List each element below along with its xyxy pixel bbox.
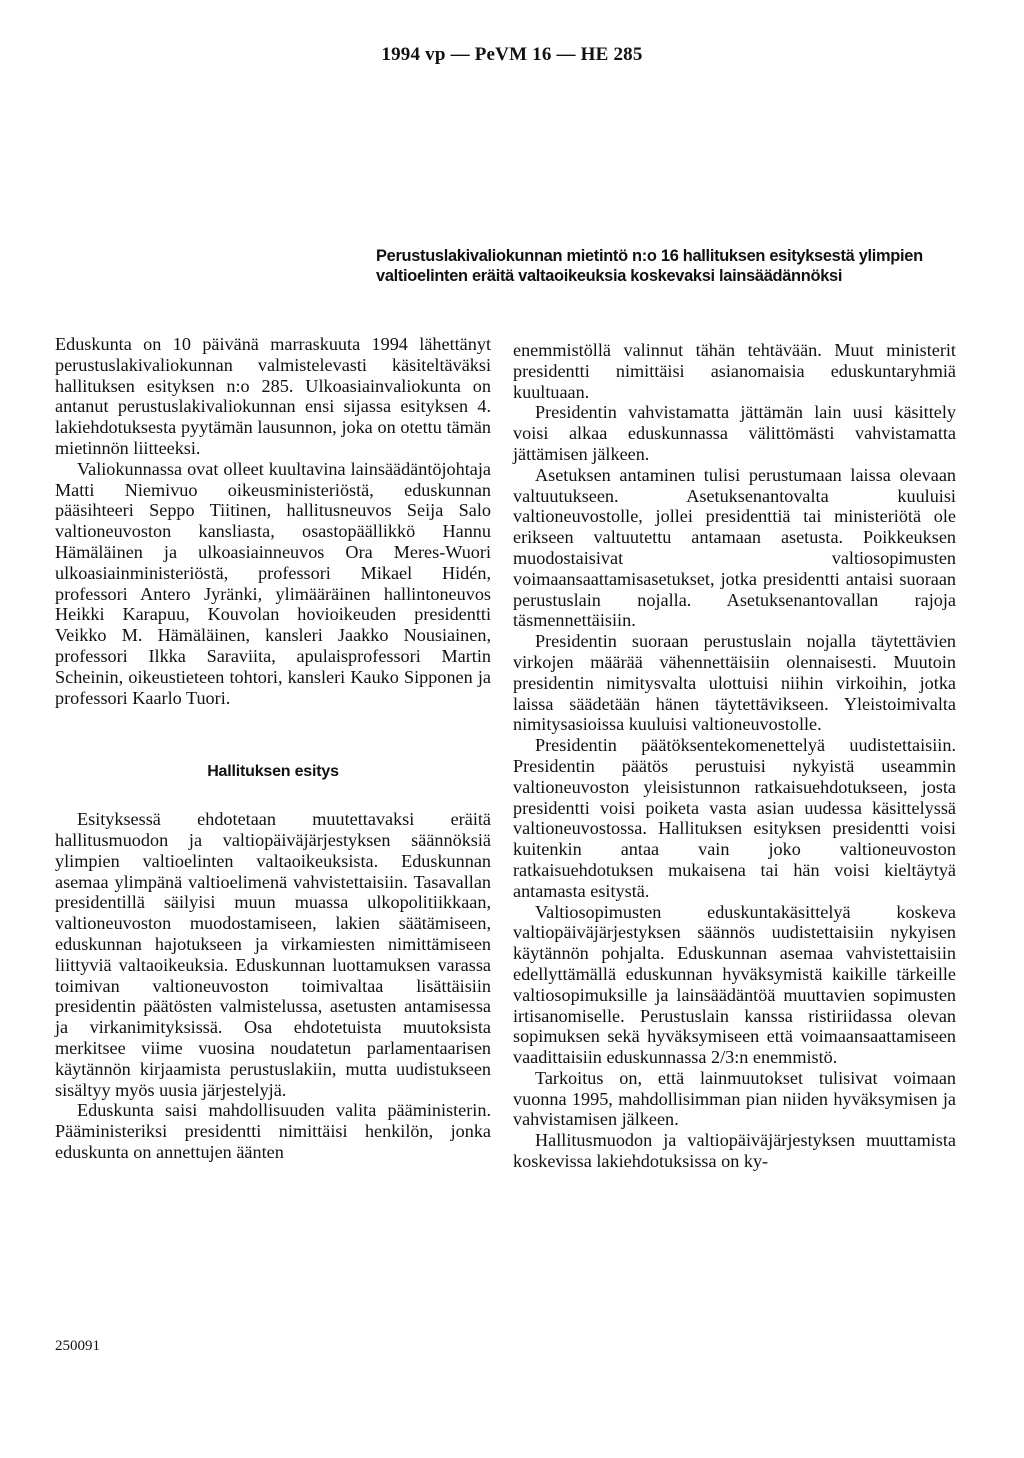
page-code: 250091: [55, 1338, 100, 1354]
continued-paragraph: enemmistöllä valinnut tähän tehtävään. Muut ministerit presidentti nimittäisi asianomaisia eduskuntaryhmiä kuultuaan.: [513, 340, 956, 402]
appointments-paragraph: Presidentin suoraan perustuslain nojalla täytettävien virkojen määrää vähennettäisiin olennaisesti. Muutoin presidentin nimitysvalta ulottuisi niihin virkoihin, jotka laissa säädetään hänen täytettävikseen. Yleistoimivalta nimitysasioissa kuuluisi valtioneuvostolle.: [513, 631, 956, 735]
intro-paragraph: Eduskunta on 10 päivänä marraskuuta 1994 lähettänyt perustuslakivaliokunnan valmistelevasti käsiteltäväksi hallituksen esityksen n:o 285. Ulkoasiainvaliokunta on antanut perustuslakivaliokunnan ensi sijassa esityksen 4. lakiehdotuksesta pyytämän lausunnon, joka on otettu tämän mietinnön liitteeksi.: [55, 334, 491, 458]
section-heading: Hallituksen esitys: [207, 763, 339, 781]
document-title: Perustuslakivaliokunnan mietintö n:o 16 hallituksen esityksestä ylimpien valtioelinten eräitä valtaoikeuksia koskevaksi lainsäädännöksi: [376, 247, 923, 285]
running-header: 1994 vp — PeVM 16 — HE 285: [381, 44, 643, 65]
decision-procedure-paragraph: Presidentin päätöksentekomenettelyä uudistettaisiin. Presidentin päätös perustuisi nykyistä useammin valtioneuvoston yleisistunnon ratkaisuehdotukseen, josta presidentti voisi poiketa vasta asian uudessa käsittelyssä valtioneuvostossa. Hallituksen esityksen presidentti voisi kuitenkin antaa vain joko valtioneuvoston ratkaisuehdotuksen mukaisena tai hän voisi kieltäytyä antamasta esitystä.: [513, 735, 956, 901]
proposal-paragraph: Esityksessä ehdotetaan muutettavaksi eräitä hallitusmuodon ja valtiopäiväjärjestyksen säännöksiä ylimpien valtioelinten valtaoikeuksista. Eduskunnan asemaa ylimpänä valtioelimenä vahvistettaisiin. Tasavallan presidentillä säilyisi muun muassa ulkopolitiikkaan, valtioneuvoston muodostamiseen, lakien säätämiseen, eduskunnan hajotukseen ja virkamiesten nimittämiseen liittyviä valtaoikeuksia. Eduskunnan luottamuksen varassa toimivan valtioneuvoston toimivaltaa lisättäisiin presidentin päätösten valmistelussa, asetusten antamisessa ja virkanimityksissä. Osa ehdotetuista muutoksista merkitsee viime vuosina noudatetun parlamentaarisen käytännön kirjaamista perustuslakiin, mutta uudistukseen sisältyy myös uusia järjestelyjä.: [55, 809, 491, 1100]
right-column: [513, 340, 956, 1172]
decree-paragraph: Asetuksen antaminen tulisi perustumaan laissa olevaan valtuutukseen. Asetuksenantovalta kuuluisi valtioneuvostolle, jollei presidenttiä tai ministeriötä ole erikseen valtuutettu antamaan asetusta. Poikkeuksen muodostaisivat valtiosopimusten voimaansaattamisasetukset, jotka presidentti antaisi suoraan perustuslain nojalla. Asetuksenantovallan rajoja täsmennettäisiin.: [513, 464, 956, 631]
prime-minister-paragraph: Eduskunta saisi mahdollisuuden valita pääministerin. Pääministeriksi presidentti nimittäisi henkilön, jonka eduskunta on annettujen äänten: [55, 1100, 491, 1162]
treaties-paragraph: Valtiosopimusten eduskuntakäsittelyä koskeva valtiopäiväjärjestyksen säännös uudistettaisiin nykyisen käytännön pohjalta. Eduskunnan asemaa vahvistettaisiin edellyttämällä eduskunnan hyväksymistä kaikille tärkeille valtiosopimuksille ja lainsäädäntöä muuttavien sopimusten irtisanomiselle. Perustuslain kanssa ristiriidassa olevan sopimuksen sekä hyväksymiseen että voimaansaattamiseen vaadittaisiin eduskunnassa 2/3:n enemmistö.: [513, 901, 956, 1068]
hearings-paragraph: Valiokunnassa ovat olleet kuultavina lainsäädäntöjohtaja Matti Niemivuo oikeusministeriöstä, eduskunnan pääsihteeri Seppo Tiitinen, hallitusneuvos Seija Salo valtioneuvoston kansliasta, osastopäällikkö Hannu Hämäläinen ja ulkoasiainneuvos Ora Meres-Wuori ulkoasiainministeriöstä, professori Mikael Hidén, professori Antero Jyränki, ylimääräinen hallintoneuvos Heikki Karapuu, Kouvolan hovioikeuden presidentti Veikko M. Hämäläinen, kansleri Jaakko Nousiainen, professori Ilkka Saraviita, apulaisprofessori Martin Scheinin, oikeustieteen tohtori, kansleri Kauko Sipponen ja professori Kaarlo Tuori.: [55, 458, 491, 708]
law-confirmation-paragraph: Presidentin vahvistamatta jättämän lain uusi käsittely voisi alkaa eduskunnassa välittömästi vahvistamatta jättämisen jälkeen.: [513, 402, 956, 464]
left-column: [55, 334, 491, 1163]
amendment-paragraph: Hallitusmuodon ja valtiopäiväjärjestyksen muuttamista koskevissa lakiehdotuksissa on ky-: [513, 1130, 956, 1172]
entry-into-force-paragraph: Tarkoitus on, että lainmuutokset tulisivat voimaan vuonna 1995, mahdollisimman pian niiden hyväksymisen ja vahvistamisen jälkeen.: [513, 1067, 956, 1130]
